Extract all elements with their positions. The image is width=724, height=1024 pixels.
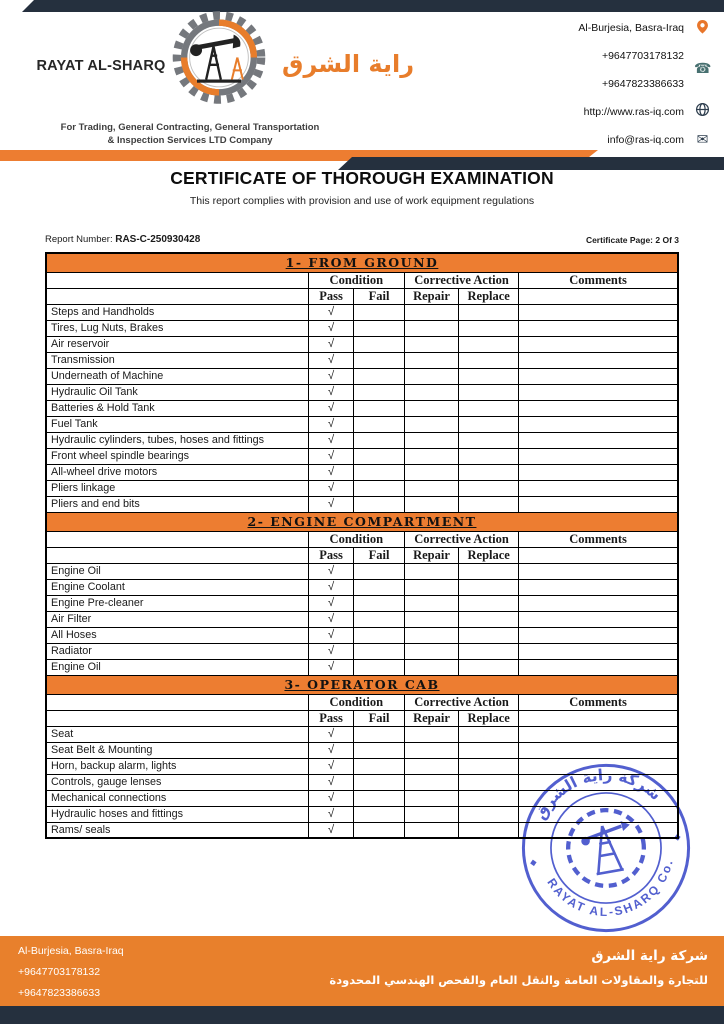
comments-cell (519, 579, 678, 595)
contact-phone2: +9647823386633 (601, 78, 684, 90)
repair-cell (404, 400, 458, 416)
repair-cell (404, 742, 458, 758)
pass-cell: √ (308, 320, 354, 336)
column-header-row (46, 272, 678, 288)
repair-cell (404, 464, 458, 480)
item-name: Rams/ seals (46, 822, 308, 838)
table-row (46, 336, 678, 352)
table-row (46, 464, 678, 480)
column-subheader-row (46, 710, 678, 726)
contact-address: Al-Burjesia, Basra-Iraq (578, 22, 684, 34)
page-subtitle: This report complies with provision and use of work equipment regulations (189, 195, 535, 207)
comments-cell (519, 595, 678, 611)
footer-address: Al-Burjesia, Basra-Iraq (18, 945, 124, 957)
corrective-action-header: Corrective Action (404, 694, 518, 710)
pass-cell: √ (308, 384, 354, 400)
table-row (46, 368, 678, 384)
company-logo (164, 8, 274, 118)
company-tagline (18, 121, 362, 147)
fail-cell (354, 774, 405, 790)
fail-cell (354, 758, 405, 774)
replace-header: Replace (459, 288, 519, 304)
contact-website: http://www.ras-iq.com (583, 106, 684, 118)
footer-tagline-ar: للتجارة والمقاولات العامة والنقل العام والفحص الهندسي المحدودة (329, 973, 708, 987)
fail-cell (354, 579, 405, 595)
replace-cell (459, 496, 519, 512)
repair-cell (404, 790, 458, 806)
repair-cell (404, 643, 458, 659)
inspection-table (45, 252, 679, 839)
fail-cell (354, 790, 405, 806)
report-number-label: Report Number: (45, 234, 116, 245)
item-name: Hydraulic hoses and fittings (46, 806, 308, 822)
replace-cell (459, 742, 519, 758)
stamp-ornament-left: ◆ (529, 856, 538, 868)
section-title: 3- OPERATOR CAB (46, 675, 678, 694)
comments-cell (519, 480, 678, 496)
comments-cell (519, 384, 678, 400)
replace-cell (459, 643, 519, 659)
item-name: Seat (46, 726, 308, 742)
brand-name-ar: راية الشرق (282, 50, 415, 78)
table-row (46, 742, 678, 758)
fail-cell (354, 643, 405, 659)
repair-cell (404, 304, 458, 320)
brand-name-en: RAYAT AL-SHARQ (36, 58, 166, 74)
comments-cell (519, 726, 678, 742)
condition-header: Condition (308, 694, 404, 710)
comments-cell (519, 627, 678, 643)
comments-cell (519, 368, 678, 384)
item-name: Air Filter (46, 611, 308, 627)
repair-cell (404, 480, 458, 496)
repair-cell (404, 336, 458, 352)
pass-cell: √ (308, 627, 354, 643)
table-row (46, 432, 678, 448)
blank-cell (46, 531, 308, 547)
comments-cell (519, 304, 678, 320)
fail-cell (354, 464, 405, 480)
pass-cell: √ (308, 579, 354, 595)
pass-cell: √ (308, 726, 354, 742)
comments-header: Comments (519, 694, 678, 710)
column-subheader-row (46, 547, 678, 563)
fail-cell (354, 611, 405, 627)
replace-cell (459, 480, 519, 496)
replace-cell (459, 432, 519, 448)
report-number-value: RAS-C-250930428 (115, 234, 201, 245)
location-pin-icon (694, 19, 711, 36)
fail-cell (354, 432, 405, 448)
blank-cell (46, 694, 308, 710)
comments-cell (519, 336, 678, 352)
blank-cell (46, 272, 308, 288)
pass-cell: √ (308, 416, 354, 432)
top-bar (22, 0, 724, 12)
table-row (46, 448, 678, 464)
pass-cell: √ (308, 790, 354, 806)
fail-header: Fail (354, 547, 405, 563)
corrective-action-header: Corrective Action (404, 272, 518, 288)
replace-cell (459, 659, 519, 675)
globe-icon (694, 102, 711, 119)
table-row (46, 595, 678, 611)
condition-header: Condition (308, 272, 404, 288)
fail-cell (354, 448, 405, 464)
column-header-row (46, 531, 678, 547)
item-name: Engine Coolant (46, 579, 308, 595)
pass-cell: √ (308, 758, 354, 774)
replace-cell (459, 464, 519, 480)
replace-cell (459, 400, 519, 416)
pass-cell: √ (308, 822, 354, 838)
fail-cell (354, 726, 405, 742)
footer-company-ar: شركة راية الشرق (591, 948, 708, 964)
repair-cell (404, 563, 458, 579)
corrective-action-header: Corrective Action (404, 531, 518, 547)
item-name: All Hoses (46, 627, 308, 643)
column-header-row (46, 694, 678, 710)
fail-cell (354, 806, 405, 822)
stamp-ornament-right: ◆ (673, 831, 682, 843)
section-title: 2- ENGINE COMPARTMENT (46, 512, 678, 531)
pass-cell: √ (308, 774, 354, 790)
replace-cell (459, 336, 519, 352)
repair-cell (404, 432, 458, 448)
item-name: Hydraulic cylinders, tubes, hoses and fittings (46, 432, 308, 448)
repair-cell (404, 659, 458, 675)
comments-cell (519, 611, 678, 627)
fail-cell (354, 627, 405, 643)
repair-header: Repair (404, 288, 458, 304)
comments-cell (519, 563, 678, 579)
repair-cell (404, 320, 458, 336)
item-name: Fuel Tank (46, 416, 308, 432)
comments-cell (519, 448, 678, 464)
replace-cell (459, 758, 519, 774)
item-name: Air reservoir (46, 336, 308, 352)
condition-header: Condition (308, 531, 404, 547)
fail-cell (354, 595, 405, 611)
comments-header: Comments (519, 531, 678, 547)
section-header-row (46, 253, 678, 272)
repair-cell (404, 384, 458, 400)
table-row (46, 579, 678, 595)
table-row (46, 627, 678, 643)
repair-cell (404, 806, 458, 822)
fail-cell (354, 742, 405, 758)
replace-cell (459, 563, 519, 579)
pass-cell: √ (308, 304, 354, 320)
fail-cell (354, 659, 405, 675)
pass-header: Pass (308, 710, 354, 726)
blank-cell (519, 288, 678, 304)
pass-cell: √ (308, 432, 354, 448)
item-name: Horn, backup alarm, lights (46, 758, 308, 774)
pass-cell: √ (308, 480, 354, 496)
item-name: Transmission (46, 352, 308, 368)
fail-cell (354, 496, 405, 512)
pass-cell: √ (308, 563, 354, 579)
phone-icon: ☎ (694, 60, 712, 76)
bottom-bar (0, 1006, 724, 1024)
repair-cell (404, 822, 458, 838)
pass-header: Pass (308, 288, 354, 304)
replace-cell (459, 579, 519, 595)
certificate-page-label: Certificate Page: 2 Of 3 (585, 235, 679, 245)
replace-cell (459, 726, 519, 742)
blank-cell (46, 710, 308, 726)
fail-header: Fail (354, 710, 405, 726)
fail-cell (354, 416, 405, 432)
blank-cell (46, 547, 308, 563)
contact-phone1: +9647703178132 (601, 50, 684, 62)
item-name: Engine Pre-cleaner (46, 595, 308, 611)
fail-cell (354, 563, 405, 579)
fail-cell (354, 336, 405, 352)
blank-cell (519, 547, 678, 563)
pass-header: Pass (308, 547, 354, 563)
page-title: CERTIFICATE OF THOROUGH EXAMINATION (170, 168, 554, 188)
item-name: Radiator (46, 643, 308, 659)
table-row (46, 400, 678, 416)
item-name: Pliers and end bits (46, 496, 308, 512)
table-row (46, 496, 678, 512)
email-icon: ✉ (696, 131, 709, 147)
pass-cell: √ (308, 496, 354, 512)
pass-cell: √ (308, 368, 354, 384)
comments-cell (519, 320, 678, 336)
replace-cell (459, 368, 519, 384)
item-name: Controls, gauge lenses (46, 774, 308, 790)
stamp-top-text: شركة راية الشرق (531, 765, 665, 823)
repair-cell (404, 627, 458, 643)
replace-cell (459, 352, 519, 368)
report-number (45, 234, 200, 245)
contact-email: info@ras-iq.com (607, 134, 684, 146)
repair-cell (404, 448, 458, 464)
stamp-derrick-icon (562, 804, 650, 892)
column-subheader-row (46, 288, 678, 304)
table-row (46, 563, 678, 579)
footer-phone1: +9647703178132 (18, 966, 101, 978)
tagline-line1: For Trading, General Contracting, General Transportation (60, 122, 320, 133)
table-row (46, 384, 678, 400)
section-title: 1- FROM GROUND (46, 253, 678, 272)
replace-cell (459, 384, 519, 400)
repair-cell (404, 758, 458, 774)
item-name: Batteries & Hold Tank (46, 400, 308, 416)
replace-cell (459, 627, 519, 643)
repair-cell (404, 368, 458, 384)
item-name: Front wheel spindle bearings (46, 448, 308, 464)
comments-cell (519, 464, 678, 480)
comments-cell (519, 432, 678, 448)
pass-cell: √ (308, 352, 354, 368)
fail-cell (354, 400, 405, 416)
table-row (46, 611, 678, 627)
section-header-row (46, 512, 678, 531)
pass-cell: √ (308, 595, 354, 611)
fail-cell (354, 480, 405, 496)
fail-cell (354, 352, 405, 368)
table-row (46, 416, 678, 432)
pass-cell: √ (308, 643, 354, 659)
repair-header: Repair (404, 547, 458, 563)
replace-header: Replace (459, 710, 519, 726)
item-name: Hydraulic Oil Tank (46, 384, 308, 400)
tagline-line2: & Inspection Services LTD Company (107, 135, 273, 146)
replace-cell (459, 611, 519, 627)
blank-cell (46, 288, 308, 304)
repair-cell (404, 416, 458, 432)
item-name: Pliers linkage (46, 480, 308, 496)
repair-cell (404, 496, 458, 512)
pass-cell: √ (308, 806, 354, 822)
comments-header: Comments (519, 272, 678, 288)
pass-cell: √ (308, 659, 354, 675)
section-header-row (46, 675, 678, 694)
table-row (46, 659, 678, 675)
comments-cell (519, 659, 678, 675)
item-name: Engine Oil (46, 659, 308, 675)
repair-header: Repair (404, 710, 458, 726)
pass-cell: √ (308, 464, 354, 480)
replace-cell (459, 320, 519, 336)
repair-cell (404, 726, 458, 742)
table-row (46, 726, 678, 742)
comments-cell (519, 400, 678, 416)
fail-cell (354, 320, 405, 336)
table-row (46, 352, 678, 368)
item-name: All-wheel drive motors (46, 464, 308, 480)
replace-header: Replace (459, 547, 519, 563)
pass-cell: √ (308, 742, 354, 758)
footer (0, 936, 724, 1006)
comments-cell (519, 416, 678, 432)
pass-cell: √ (308, 448, 354, 464)
table-row (46, 304, 678, 320)
stamp-bottom-text: RAYAT AL-SHARQ Co. (544, 857, 676, 920)
replace-cell (459, 416, 519, 432)
item-name: Tires, Lug Nuts, Brakes (46, 320, 308, 336)
company-stamp (506, 748, 705, 947)
blank-cell (519, 710, 678, 726)
fail-cell (354, 304, 405, 320)
item-name: Underneath of Machine (46, 368, 308, 384)
item-name: Engine Oil (46, 563, 308, 579)
repair-cell (404, 352, 458, 368)
pass-cell: √ (308, 336, 354, 352)
fail-cell (354, 822, 405, 838)
fail-cell (354, 384, 405, 400)
table-row (46, 320, 678, 336)
pass-cell: √ (308, 400, 354, 416)
table-row (46, 643, 678, 659)
replace-cell (459, 448, 519, 464)
repair-cell (404, 579, 458, 595)
replace-cell (459, 822, 519, 838)
pass-cell: √ (308, 611, 354, 627)
repair-cell (404, 595, 458, 611)
repair-cell (404, 774, 458, 790)
replace-cell (459, 304, 519, 320)
comments-cell (519, 496, 678, 512)
table-row (46, 480, 678, 496)
item-name: Seat Belt & Mounting (46, 742, 308, 758)
item-name: Mechanical connections (46, 790, 308, 806)
comments-cell (519, 643, 678, 659)
repair-cell (404, 611, 458, 627)
footer-phone2: +9647823386633 (18, 987, 101, 999)
fail-cell (354, 368, 405, 384)
fail-header: Fail (354, 288, 405, 304)
item-name: Steps and Handholds (46, 304, 308, 320)
replace-cell (459, 595, 519, 611)
comments-cell (519, 352, 678, 368)
replace-cell (459, 806, 519, 822)
